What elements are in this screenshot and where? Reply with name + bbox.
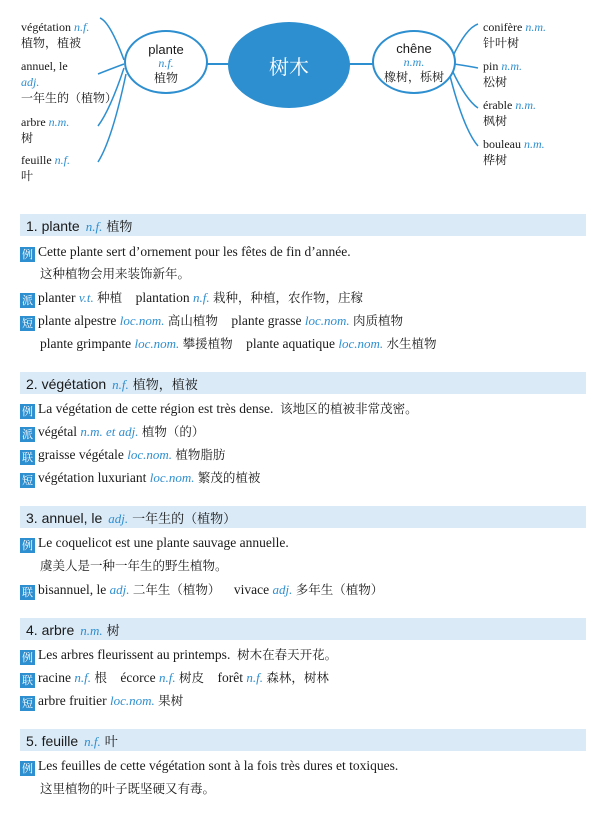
related-line: 联 graisse végétale loc.nom. 植物脂肪 — [22, 447, 226, 464]
related-tag: 联 — [22, 451, 33, 464]
example-tag: 例 — [22, 248, 33, 261]
related-tag: 联 — [22, 674, 33, 687]
node-plante: plante n.f. 植物 — [124, 30, 208, 94]
phrase-line: 短 végétation luxuriant loc.nom. 繁茂的植被 — [22, 470, 261, 487]
left-item-arbre: arbre n.m. 树 — [21, 115, 70, 145]
left-item-annuel: annuel, le adj. 一年生的（植物） — [21, 59, 118, 105]
center-node-trees: 树木 — [228, 22, 350, 108]
left-item-feuille: feuille n.f. 叶 — [21, 153, 70, 183]
phrase-tag: 短 — [22, 317, 33, 330]
right-item-bouleau: bouleau n.m. 桦树 — [483, 137, 545, 167]
right-item-conifere: conifère n.m. 针叶树 — [483, 20, 546, 50]
section-header-feuille: 5. feuille n.f. 叶 — [20, 729, 586, 751]
derived-line: 派 végétal n.m. et adj. 植物（的） — [22, 424, 205, 441]
right-item-pin: pin n.m. 松树 — [483, 59, 523, 89]
related-line: 联 bisannuel, le adj. 二年生（植物） vivace adj. 多年生（植物） — [22, 582, 384, 599]
section-header-annuel: 3. annuel, le adj. 一年生的（植物） — [20, 506, 586, 528]
phrase-line-continued: plante grimpante loc.nom. 攀援植物 plante aquatique loc.nom. 水生植物 — [40, 336, 437, 351]
section-header-vegetation: 2. végétation n.f. 植物，植被 — [20, 372, 586, 394]
node-chene: chêne n.m. 橡树，栎树 — [372, 30, 456, 94]
phrase-tag: 短 — [22, 697, 33, 710]
example-translation: 这里植物的叶子既坚硬又有毒。 — [40, 781, 216, 796]
example-line: 例 Les arbres fleurissent au printemps. 树木在春天开花。 — [22, 647, 338, 664]
derived-line: 派 planter v.t. 种植 plantation n.f. 栽种，种植，农作物，庄稼 — [22, 290, 364, 307]
left-item-vegetation: végétation n.f. 植物，植被 — [21, 20, 90, 50]
related-line: 联 racine n.f. 根 écorce n.f. 树皮 forêt n.f. 森林，树林 — [22, 670, 329, 687]
derived-tag: 派 — [22, 428, 33, 441]
example-translation: 这种植物会用来装饰新年。 — [40, 266, 191, 281]
phrase-line: 短 arbre fruitier loc.nom. 果树 — [22, 693, 184, 710]
example-line: 例 Les feuilles de cette végétation sont à la fois très dures et toxiques. — [22, 758, 399, 775]
phrase-tag: 短 — [22, 474, 33, 487]
example-line: 例 Le coquelicot est une plante sauvage annuelle. — [22, 535, 289, 552]
example-line: 例 Cette plante sert d’ornement pour les fêtes de fin d’année. — [22, 244, 351, 261]
derived-tag: 派 — [22, 294, 33, 307]
section-header-plante: 1. plante n.f. 植物 — [20, 214, 586, 236]
example-line: 例 La végétation de cette région est très dense. 该地区的植被非常茂密。 — [22, 401, 418, 418]
example-tag: 例 — [22, 405, 33, 418]
example-translation: 虞美人是一种一年生的野生植物。 — [40, 558, 228, 573]
related-tag: 联 — [22, 586, 33, 599]
example-tag: 例 — [22, 762, 33, 775]
phrase-line: 短 plante alpestre loc.nom. 高山植物 plante grasse loc.nom. 肉质植物 — [22, 313, 404, 330]
example-tag: 例 — [22, 539, 33, 552]
right-item-erable: érable n.m. 枫树 — [483, 98, 536, 128]
example-tag: 例 — [22, 651, 33, 664]
section-header-arbre: 4. arbre n.m. 树 — [20, 618, 586, 640]
